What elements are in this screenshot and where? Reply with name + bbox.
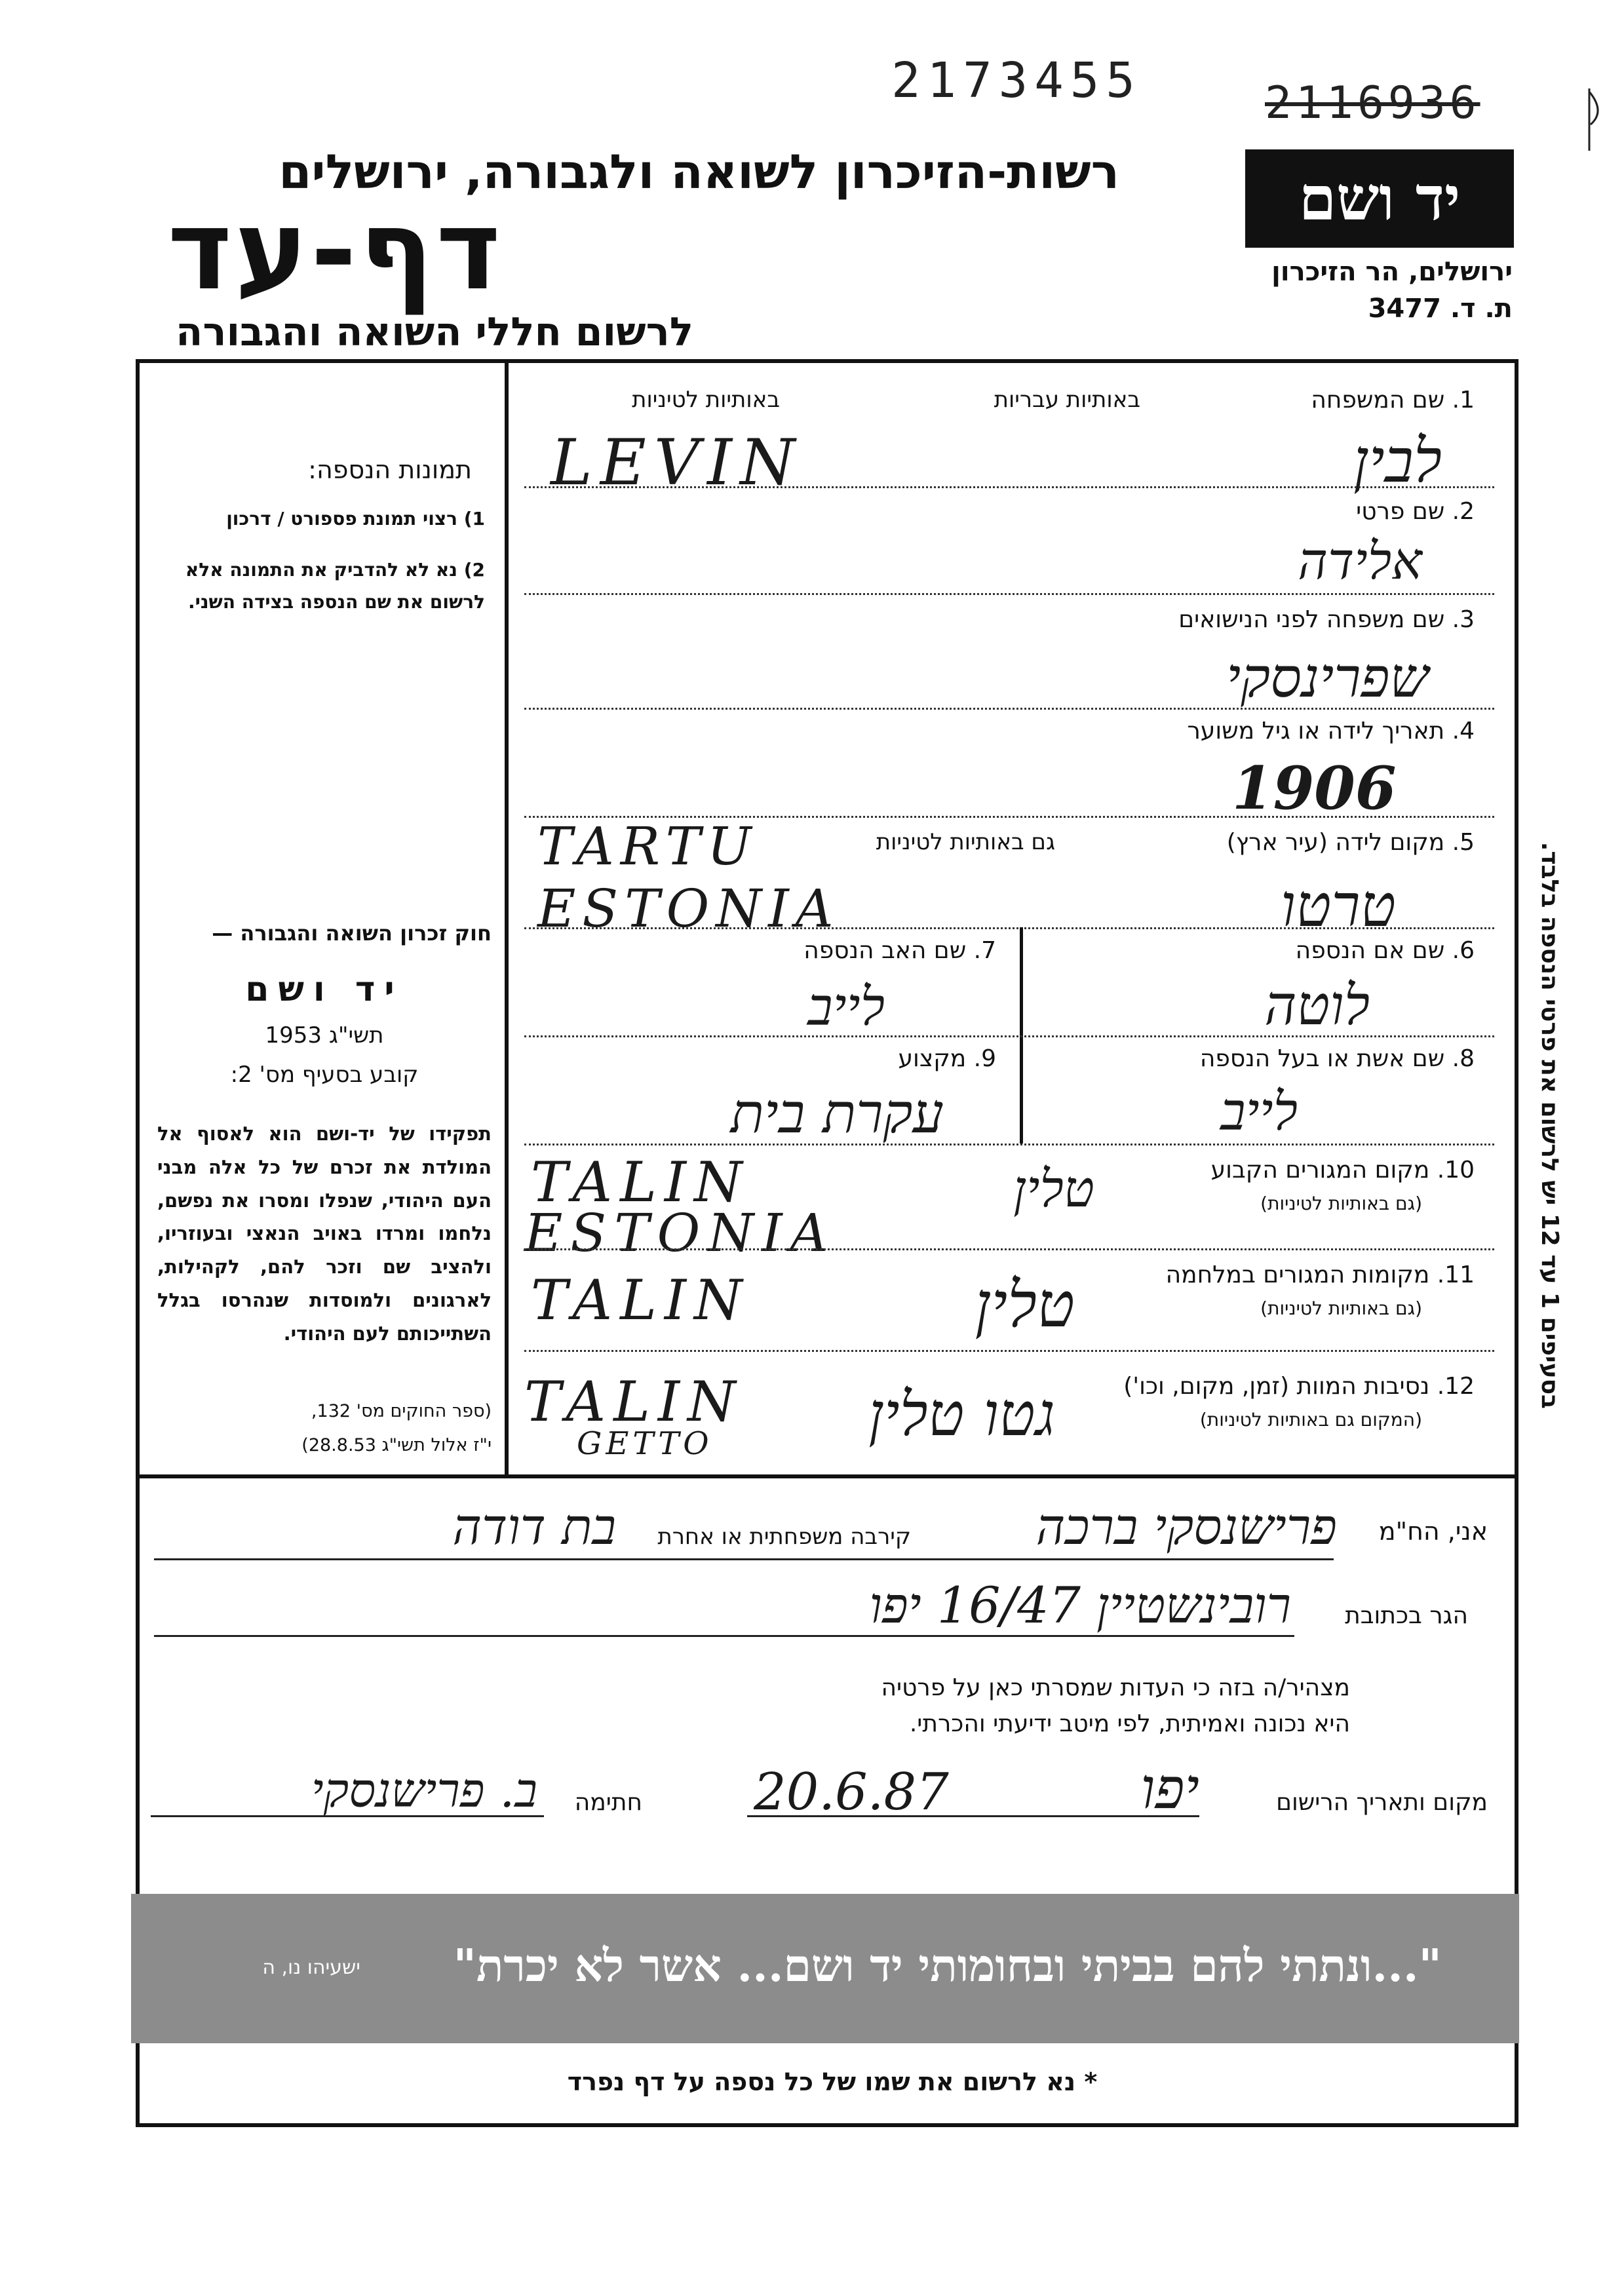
- side-note: בסעיפים 1 עד 12 יש לרשום את פרטי הנספה בלבד.: [1536, 841, 1563, 1409]
- address-line-1: ירושלים, הר הזיכרון: [1271, 257, 1513, 287]
- field-1-label: 1. שם המשפחה: [1311, 387, 1475, 414]
- field-6-7-line: [524, 1035, 1494, 1037]
- law-name: יד ושם: [245, 970, 404, 1009]
- declaration-address-line: [154, 1635, 1294, 1637]
- logo-text: יד ושם: [1298, 163, 1461, 234]
- field-1-latin-value[interactable]: LEVIN: [551, 426, 803, 499]
- declaration-name-line: [154, 1558, 1334, 1560]
- column-header-latin: באותיות לטיניות: [632, 387, 780, 413]
- field-6-value[interactable]: לוטה: [1264, 973, 1370, 1037]
- field-3-label: 3. שם משפחה לפני הנישואים: [1178, 606, 1475, 633]
- field-5-latin-value-2[interactable]: ESTONIA: [537, 878, 840, 939]
- signature-label: חתימה: [574, 1789, 642, 1816]
- declaration-divider: [136, 1474, 1518, 1478]
- law-heading: חוק זכרון השואה והגבורה —: [212, 921, 492, 946]
- field-12-latin-value-1[interactable]: TALIN: [524, 1370, 744, 1434]
- registration-date[interactable]: 20.6.87: [754, 1763, 949, 1822]
- old-number-struck: 2116936: [1265, 77, 1480, 129]
- law-body: תפקידו של יד-ושם הוא לאסוף אל המולדת את זכרם של כל אלה מבני העם היהודי, שנפלו ומסרו את נפשם, נלחמו ומרדו באויב הנאצי ובעוזריו, ולהציב שם וזכר להם, לקהילות, לארגונים ולמוסדות שנהרסו בגלל השתייכותם לעם היהודי.: [157, 1123, 492, 1345]
- place-date-line: [747, 1815, 1199, 1817]
- field-3-value[interactable]: שפרינסקי: [1226, 645, 1429, 710]
- field-11-line: [524, 1350, 1494, 1352]
- declaration-i-label: אני, הח"מ: [1378, 1517, 1488, 1546]
- field-5-hebrew-value[interactable]: טרטו: [1281, 872, 1396, 940]
- field-7-label: 7. שם האב הנספה: [803, 937, 996, 964]
- org-name: רשות-הזיכרון לשואה ולגבורה, ירושלים: [279, 144, 1119, 199]
- field-12-latin-value-2[interactable]: GETTO: [577, 1425, 713, 1462]
- footer-note: * נא לרשום את שמו של כל נספה על דף נפרד: [567, 2068, 1098, 2096]
- address-line-2: ת. ד. 3477: [1368, 294, 1513, 324]
- field-10-sub: (גם באותיות לטיניות): [1260, 1193, 1422, 1214]
- photo-note-1: 1) רצוי תמונת פספורט / דרכון: [226, 508, 485, 529]
- field-2-label: 2. שם פרטי: [1356, 498, 1475, 525]
- field-3-line: [524, 708, 1494, 710]
- field-1-hebrew-value[interactable]: לבין: [1353, 426, 1442, 496]
- page-title: דף-עד: [167, 186, 503, 315]
- field-8-9-line: [524, 1144, 1494, 1145]
- field-6-label: 6. שם אם הנספה: [1295, 937, 1475, 964]
- field-4-label: 4. תאריך לידה או גיל משוער: [1187, 718, 1475, 744]
- signature[interactable]: ב. פרישנסקי: [311, 1763, 537, 1818]
- column-divider: [505, 359, 509, 1474]
- photo-box-title: תמונות הנספה:: [308, 455, 472, 484]
- field-10-line: [524, 1248, 1494, 1250]
- field-11-hebrew-value[interactable]: טלין: [975, 1268, 1075, 1341]
- page-subtitle: לרשום חללי השואה והגבורה: [176, 309, 693, 355]
- field-2-value[interactable]: אלידה: [1298, 532, 1422, 591]
- declaration-name[interactable]: פרישנסקי ברכה: [1035, 1497, 1337, 1556]
- pen-scribble-icon: [1570, 85, 1609, 160]
- declaration-relation-label: קירבה משפחתית או אחרת: [657, 1524, 911, 1550]
- registration-place[interactable]: יפו: [1140, 1756, 1199, 1822]
- law-clause: קובע בסעיף מס' 2:: [230, 1062, 419, 1088]
- field-11-label: 11. מקומות המגורים במלחמה: [1165, 1261, 1475, 1288]
- field-12-hebrew-value[interactable]: גטו טלין: [868, 1379, 1055, 1450]
- registration-number: 2173455: [891, 52, 1142, 109]
- field-10-latin-value-2[interactable]: ESTONIA: [524, 1202, 836, 1263]
- field-5-latin-value-1[interactable]: TARTU: [537, 816, 758, 877]
- field-11-sub: (גם באותיות לטיניות): [1260, 1298, 1422, 1319]
- declaration-relation[interactable]: בת דודה: [452, 1497, 616, 1556]
- column-header-hebrew: באותיות עבריות: [994, 387, 1140, 413]
- field-9-value[interactable]: עקרת בית: [730, 1081, 944, 1145]
- field-11-latin-value[interactable]: TALIN: [531, 1268, 750, 1332]
- field-8-value[interactable]: לייב: [1220, 1081, 1298, 1142]
- field-12-sub: (המקום גם באותיות לטיניות): [1199, 1409, 1422, 1431]
- field-4-value[interactable]: 1906: [1232, 754, 1397, 823]
- declaration-address[interactable]: רובינשטיין 16/47 יפו: [869, 1576, 1291, 1634]
- signature-line: [151, 1815, 544, 1817]
- logo: [1245, 149, 1514, 248]
- law-source-date: י"ז אלול תשי"ג 28.8.53): [301, 1435, 492, 1455]
- field-10-latin-value-1[interactable]: TALIN: [531, 1150, 750, 1214]
- law-source: (ספר החוקים מס' 132,: [311, 1401, 492, 1421]
- field-5-latin-label: גם באותיות לטיניות: [876, 829, 1055, 855]
- declaration-address-label: הגר בכתובת: [1345, 1602, 1468, 1629]
- banner-quote: "...ונתתי להם בביתי ובחומותי יד ושם... אשר לא יכרת": [453, 1940, 1442, 1992]
- field-7-value[interactable]: לייב: [807, 976, 885, 1037]
- field-1-line: [524, 486, 1494, 488]
- declaration-statement-1: מצהיר/ה בזה כי העדות שמסרתי כאן על פרטיה: [881, 1674, 1350, 1701]
- banner-source: ישעיהו נו, ה: [262, 1956, 360, 1979]
- field-10-hebrew-value[interactable]: טלין: [1013, 1160, 1094, 1219]
- field-10-label: 10. מקום המגורים הקבוע: [1210, 1157, 1475, 1183]
- law-year: תשי"ג 1953: [265, 1022, 384, 1048]
- field-2-line: [524, 593, 1494, 595]
- declaration-statement-2: היא נכונה ואמיתית, לפי מיטב ידיעתי והכרתי.: [909, 1710, 1350, 1737]
- field-12-label: 12. נסיבות המוות (זמן, מקום, וכו'): [1123, 1373, 1475, 1400]
- field-9-label: 9. מקצוע: [898, 1045, 996, 1072]
- field-8-label: 8. שם אשת או בעל הנספה: [1199, 1045, 1475, 1072]
- photo-note-2: 2) נא לא להדביק את התמונה אלא לרשום את שם הנספה בצידה השני.: [185, 559, 485, 613]
- field-5-line: [524, 927, 1494, 929]
- place-date-label: מקום ותאריך הרישום: [1276, 1789, 1488, 1816]
- field-5-label: 5. מקום לידה (עיר ארץ): [1226, 829, 1475, 856]
